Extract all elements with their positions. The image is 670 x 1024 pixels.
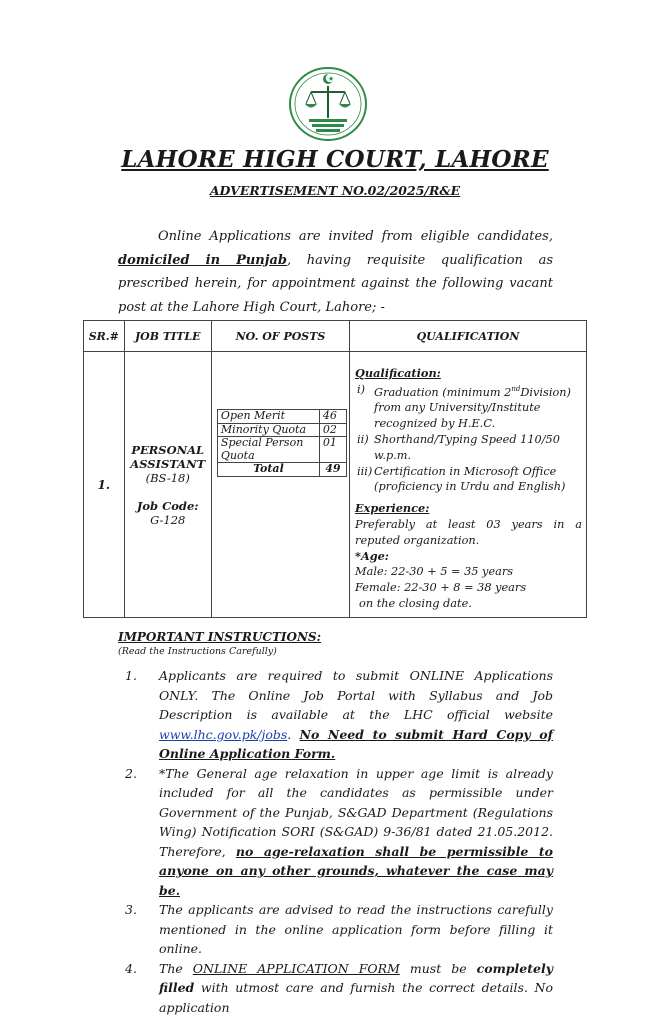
item-number: iii) <box>357 464 373 478</box>
item-text: with utmost care and furnish the correct details. No application <box>159 980 553 1015</box>
intro-text-1: Online Applications are invited from eligible candidates, <box>158 229 553 244</box>
experience-heading: Experience: <box>355 501 430 516</box>
age-male: Male: 22-30 + 5 = 35 years <box>355 565 514 579</box>
posts-cell <box>211 352 349 618</box>
total-value: 49 <box>319 463 346 477</box>
total-label: Total <box>217 463 319 477</box>
item-text: *The General age relaxation in upper age limit is already included for all the candidates as permissible under Government of the Punjab, S&GAD Department (Regulations Wing) Notification SORI (S&GAD) 9-36/81 dated 21.05.2012. Therefore, <box>159 765 553 859</box>
intro-text-2: , having requisite qualification as prescribed herein, for appointment against the following vacant post at the Lahore High Court, Lahore; - <box>118 252 553 315</box>
page-title: LAHORE HIGH COURT, LAHORE <box>121 146 549 173</box>
vacancy-table <box>83 320 587 618</box>
age-relaxation-note: no age-relaxation shall be permissible to anyone on any other grounds, whatever the case may be. <box>159 843 553 898</box>
court-emblem-logo <box>287 66 369 142</box>
quota-row <box>217 437 346 463</box>
quota-table <box>217 409 347 477</box>
age-female: Female: 22-30 + 8 = 38 years <box>355 581 527 595</box>
header-posts: NO. OF POSTS <box>211 321 349 352</box>
item-text: Applicants are required to submit ONLINE Applications ONLY. The Online Job Portal with Syllabus and Job Description is available at the LHC official website <box>159 668 553 722</box>
completely-filled-text: completely filled <box>159 960 553 995</box>
advertisement-number: ADVERTISEMENT NO.02/2025/R&E <box>209 183 461 198</box>
item-text: The applicants are advised to read the instructions carefully mentioned in the online application form before filling it online. <box>159 902 553 956</box>
item-text: . <box>287 726 292 742</box>
item-text: Shorthand/Typing Speed 110/50 w.p.m. <box>374 432 560 462</box>
superscript: nd <box>511 384 521 393</box>
job-title-cell <box>124 352 211 618</box>
website-link[interactable]: www.lhc.gov.pk/jobs <box>159 726 288 742</box>
quota-value: 46 <box>319 410 346 424</box>
quota-value: 02 <box>319 423 346 437</box>
quota-label: Special Person Quota <box>217 437 319 463</box>
item-text: The <box>159 960 183 976</box>
table-header-row <box>84 321 587 352</box>
item-text: Division) from any University/Institute recognized by H.E.C. <box>374 385 571 431</box>
qualification-item <box>355 432 582 464</box>
qualification-item <box>355 464 582 496</box>
instructions-heading: IMPORTANT INSTRUCTIONS: <box>118 630 322 644</box>
job-title-line-1: PERSONAL <box>131 442 205 457</box>
quota-label: Open Merit <box>217 410 319 424</box>
header-qualification: QUALIFICATION <box>350 321 587 352</box>
list-item <box>118 959 553 1018</box>
header-job-title: JOB TITLE <box>124 321 211 352</box>
age-heading: *Age: <box>355 548 389 563</box>
age-note: on the closing date. <box>359 596 472 610</box>
qualification-heading: Qualification: <box>355 366 441 380</box>
serial-number: 1. <box>84 352 125 618</box>
qualification-item <box>355 382 582 432</box>
item-number: ii) <box>357 432 369 446</box>
online-form-text: ONLINE APPLICATION FORM <box>192 960 400 976</box>
item-text: Certification in Microsoft Office (proficiency in Urdu and English) <box>374 464 566 494</box>
list-item <box>118 666 553 764</box>
item-number: 4. <box>125 960 137 976</box>
quota-value: 01 <box>319 437 346 463</box>
pay-scale: (BS-18) <box>145 470 190 485</box>
instructions-list <box>118 666 553 1017</box>
item-text: must be <box>409 960 467 976</box>
job-code-label: Job Code: <box>136 498 199 513</box>
quota-label: Minority Quota <box>217 423 319 437</box>
table-row <box>84 352 587 618</box>
item-number: 2. <box>125 765 137 781</box>
item-number: 1. <box>125 668 137 683</box>
hard-copy-note: No Need to submit Hard Copy of Online Application Form. <box>159 726 553 761</box>
quota-row <box>217 410 346 424</box>
list-item <box>118 764 553 901</box>
job-code: G-128 <box>150 512 186 527</box>
item-number: i) <box>357 382 366 396</box>
instructions-subheading: (Read the Instructions Carefully) <box>118 646 277 657</box>
experience-text: Preferably at least 03 years in a reputed organization. <box>355 517 582 547</box>
job-title-line-2: ASSISTANT <box>130 456 206 471</box>
domiciled-text: domiciled in Punjab <box>118 252 287 268</box>
qualification-cell <box>350 352 587 618</box>
quota-total-row <box>217 463 346 477</box>
header-sr: SR.# <box>84 321 125 352</box>
intro-paragraph <box>118 225 553 319</box>
list-item <box>118 900 553 959</box>
item-text: Graduation (minimum 2 <box>374 385 512 399</box>
quota-row <box>217 423 346 437</box>
item-number: 3. <box>125 902 137 917</box>
qualification-list <box>355 382 582 495</box>
